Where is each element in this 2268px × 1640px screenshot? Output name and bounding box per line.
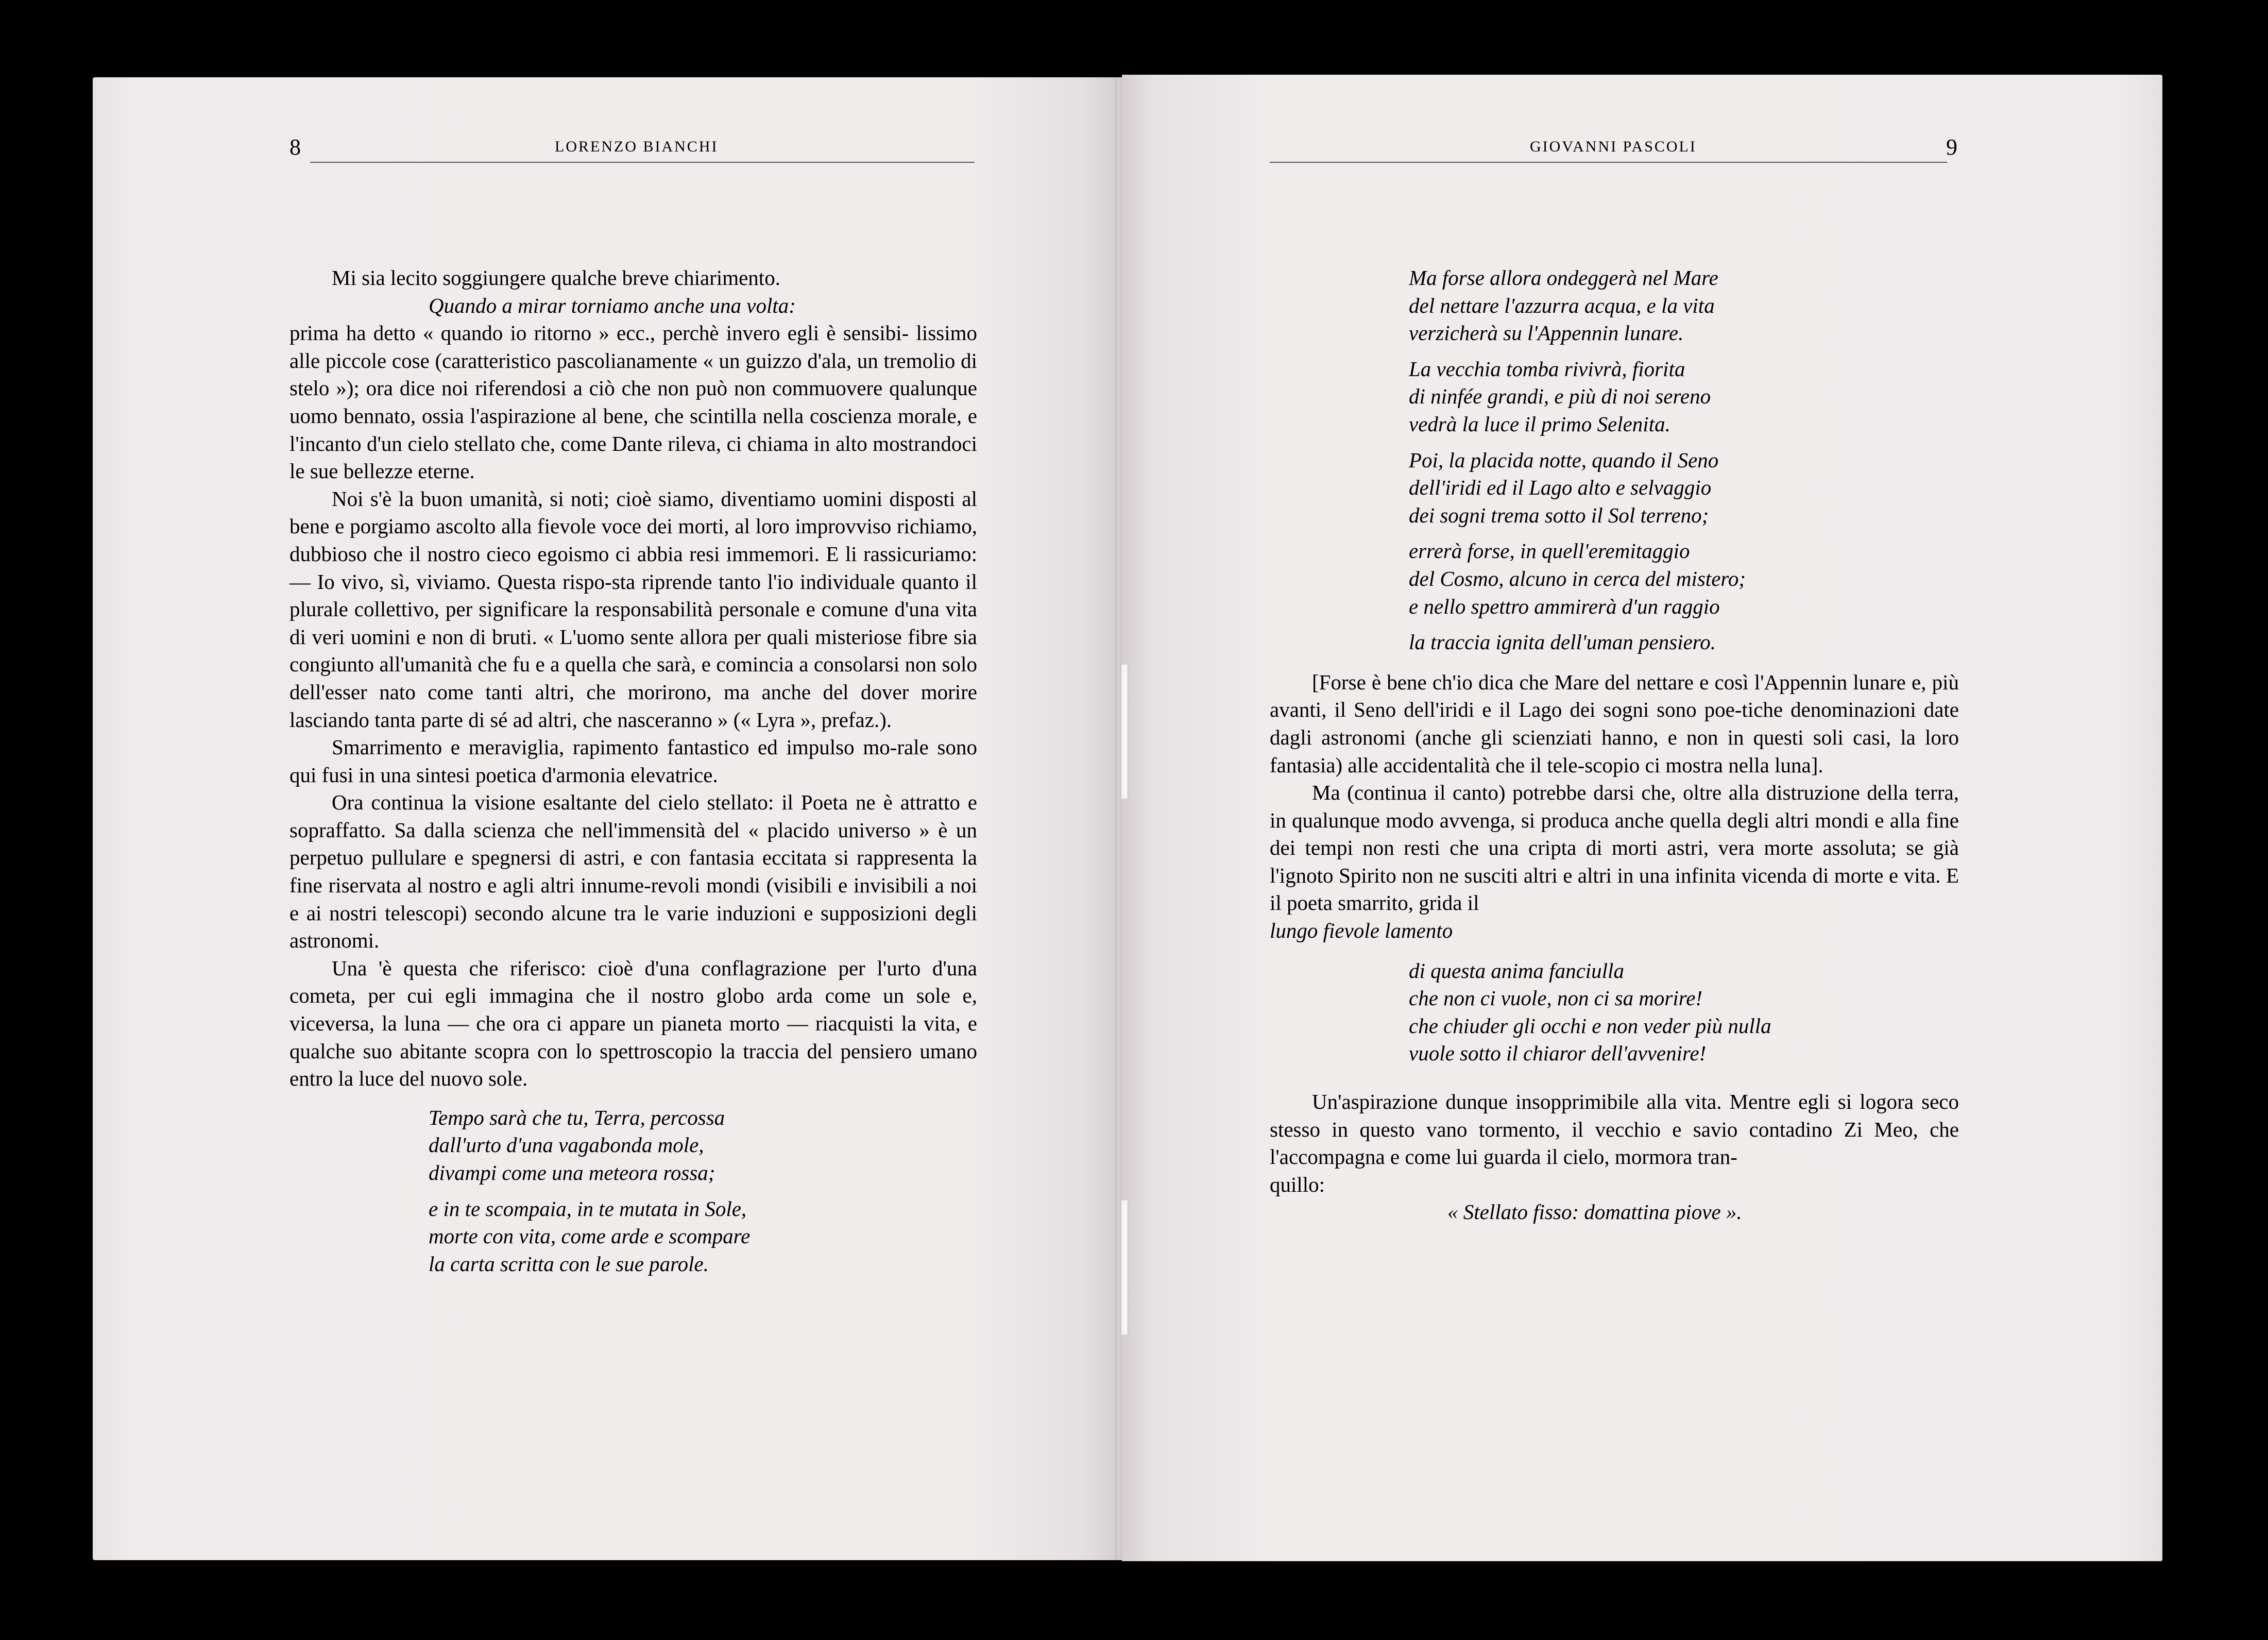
right-stanza-3: Poi, la placida notte, quando il Seno dell'iridi ed il Lago alto e selvaggio dei sogni trema sotto il Sol terreno; — [1409, 448, 1719, 527]
left-quoted-verse: Quando a mirar torniamo anche una volta: — [429, 293, 796, 317]
left-line-4: lissimo alle piccole cose (caratteristico pascolianamente « un guizzo d'ala, — [289, 321, 978, 373]
left-para5: Una 'è questa che riferisco: cioè d'una conflagrazione per l'urto d'una cometa, per cui egli immagina che il nostro globo arda come un sole e, viceversa, la luna — che ora ci appare un pianeta morto — riacquisti la vita, e qualche suo abitante scopra con lo spettroscopio la traccia del pensiero umano entro la luce del nuovo sole. — [289, 956, 977, 1091]
left-running-title: LORENZO BIANCHI — [555, 138, 719, 155]
left-line-7: scintilla nella coscienza morale, e l'incanto d'un cielo stellato che, come — [289, 403, 977, 455]
left-line-5: un tremolio di stelo »); ora dice noi riferendosi a ciò che non può non — [289, 348, 977, 400]
right-running-head — [1270, 134, 1957, 165]
left-header-rule — [310, 162, 975, 163]
left-line-1: Mi sia lecito soggiungere qualche breve chiarimento. — [332, 266, 780, 290]
left-para4: Ora continua la visione esaltante del cielo stellato: il Poeta ne è attratto e sopraffatto. Sa dalla scienza che nell'immensità del « placido universo » è un perpetuo pullulare e spegnersi di astri, e con fantasia eccitata si rappresenta la fine riservata al nostro e agli altri innume-revoli mondi (visibili e invisibili a noi e ai nostri telescopi) secondo alcune tra le varie induzioni e supposizioni degli astronomi. — [289, 790, 977, 953]
right-stanza-5: la traccia ignita dell'uman pensiero. — [1409, 630, 1716, 654]
left-para2: Noi s'è la buon umanità, si noti; cioè siamo, diventiamo uomini disposti al bene e porgiamo ascolto alla fievole voce dei morti, al loro improvviso richiamo, dubbioso che il nostro cieco egoismo ci abbia resi immemori. E li rassicuriamo: — Io vivo, sì, viviamo. Questa rispo-sta riprende tanto l'io individuale quanto il plurale collettivo, per significare la responsabilità personale e comune d'una vita di veri uomini e non di bruti. « L'uomo sente allora per quali misteriose fibre sia congiunto all'umanità che fu e a quella che sarà, e comincia a consolarsi non solo dell'esser nato come tanti altri, che morirono, ma anche del dover morire lasciando tanta parte di sé ad altri, che nasceranno » (« Lyra », prefaz.). — [289, 486, 977, 732]
right-stanza-4: errerà forse, in quell'eremitaggio del Cosmo, alcuno in cerca del mistero; e nello spettro ammirerà d'un raggio — [1409, 539, 1746, 618]
right-running-title: GIOVANNI PASCOLI — [1530, 138, 1697, 155]
right-para-ma-last: lungo fievole lamento — [1270, 919, 1453, 943]
staple-bottom — [1121, 1201, 1128, 1334]
right-page-number: 9 — [1946, 134, 1957, 160]
left-line-8: Dante rileva, ci chiama in alto mostrandoci le sue bellezze eterne. — [289, 431, 977, 483]
left-verse-stanza-1: Tempo sarà che tu, Terra, percossa dall'urto d'una vagabonda mole, divampi come una meteora rossa; — [429, 1105, 725, 1185]
left-running-head — [289, 134, 975, 165]
right-stanza-6: di questa anima fanciulla che non ci vuole, non ci sa morire! che chiuder gli occhi e non veder più nulla vuole sotto il chiaror dell'avvenire! — [1409, 958, 1771, 1066]
right-para-ma: Ma (continua il canto) potrebbe darsi che, oltre alla distruzione della terra, in qualunque modo avvenga, si produca anche quella degli altri mondi e alla fine dei tempi non resti che una cripta di morti astri, vera morte assoluta; se già l'ignoto Spirito non ne susciti altri e altri in una infinita vicenda di morte e vita. E il poeta smarrito, grida il — [1270, 781, 1959, 915]
right-note: [Forse è bene ch'io dica che Mare del nettare e così l'Appennin lunare e, più avanti, il Seno dell'iridi e il Lago dei sogni sono poe-tiche denominazioni date dagli astronomi (anche gli scienziati hanno, e non in questi soli casi, la loro fantasia) alle accidentalità che il tele-scopio ci mostra nella luna]. — [1270, 670, 1959, 777]
staple-top — [1121, 665, 1128, 799]
left-line-3: prima ha detto « quando io ritorno » ecc., perchè invero egli è sensibi- — [289, 321, 909, 345]
left-para3: Smarrimento e meraviglia, rapimento fantastico ed impulso mo-rale sono qui fusi in una sintesi poetica d'armonia elevatrice. — [289, 735, 977, 787]
right-body — [1270, 264, 1959, 1226]
left-para1 — [289, 319, 977, 485]
left-verse-stanza-2: e in te scompaia, in te mutata in Sole, morte con vita, come arde e scompare la carta scritta con le sue parole. — [429, 1196, 751, 1276]
right-stanza-2: La vecchia tomba rivivrà, fiorita di ninfée grandi, e più di noi sereno vedrà la luce il primo Selenita. — [1409, 357, 1711, 436]
right-closing-quote: « Stellato fisso: domattina piove ». — [1447, 1200, 1742, 1224]
right-para-un: Un'aspirazione dunque insopprimibile alla vita. Mentre egli si logora seco stesso in questo vano tormento, il vecchio e savio contadino Zi Meo, che l'accompagna e come lui guarda il cielo, mormora tran- — [1270, 1090, 1959, 1169]
left-line-6: commuovere qualunque uomo bennato, ossia l'aspirazione al bene, che — [289, 376, 977, 428]
right-header-rule — [1270, 162, 1947, 163]
left-page-number: 8 — [289, 134, 301, 160]
right-para-un-last: quillo: — [1270, 1172, 1325, 1196]
right-stanza-1: Ma forse allora ondeggerà nel Mare del nettare l'azzurra acqua, e la vita verzicherà su l'Appennin lunare. — [1409, 266, 1718, 345]
left-body — [289, 264, 977, 1278]
